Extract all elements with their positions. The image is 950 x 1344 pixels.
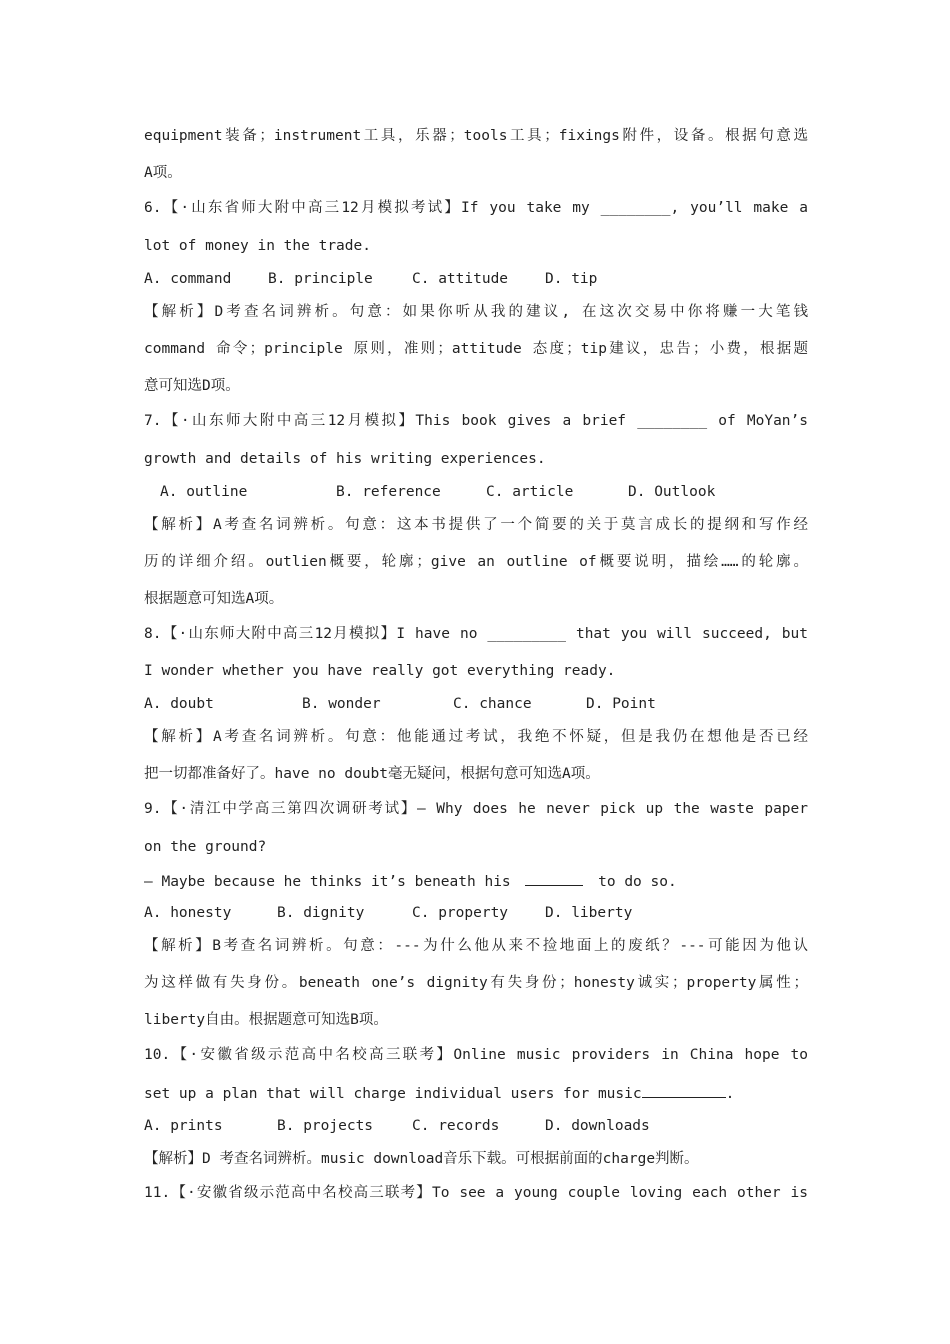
answer-blank <box>525 870 583 886</box>
question-7-stem-cont: growth and details of his writing experiences. <box>144 451 546 467</box>
analysis-6-end: 意可知选D项。 <box>144 378 240 394</box>
option-a: A. honesty <box>144 905 232 921</box>
option-a: A. doubt <box>144 696 214 712</box>
option-a: A. command <box>144 271 232 287</box>
analysis-9-end: liberty自由。根据题意可知选B项。 <box>144 1012 388 1028</box>
option-b: B. dignity <box>277 905 365 921</box>
option-c: C. article <box>486 484 574 500</box>
option-c: C. property <box>412 905 509 921</box>
question-8-stem: 8.【·山东师大附中高三12月模拟】I have no _________ that you will succeed, but <box>144 626 808 642</box>
question-6-stem-cont: lot of money in the trade. <box>144 238 371 254</box>
stem-end: . <box>725 1086 735 1102</box>
analysis-7: 【解析】A考查名词辨析。句意：这本书提供了一个简要的关于莫言成长的提纲和写作经 <box>144 517 808 533</box>
question-9-stem: 9.【·清江中学高三第四次调研考试】— Why does he never pick up the waste paper <box>144 801 808 817</box>
option-c: C. attitude <box>412 271 509 287</box>
answer-blank <box>642 1082 726 1098</box>
option-d: D. liberty <box>545 905 633 921</box>
question-11-stem: 11.【·安徽省级示范高中名校高三联考】To see a young couple loving each other is <box>144 1185 808 1201</box>
option-b: B. wonder <box>302 696 381 712</box>
option-c: C. records <box>412 1118 500 1134</box>
response-end: to do so. <box>598 874 677 890</box>
analysis-7-cont: 历的详细介绍。outlien概要，轮廓；give an outline of概要说明，描绘……的轮廓。 <box>144 554 808 570</box>
option-b: B. reference <box>336 484 441 500</box>
option-d: D. downloads <box>545 1118 650 1134</box>
question-6-stem: 6.【·山东省师大附中高三12月模拟考试】If you take my ________, you’ll make a <box>144 200 808 216</box>
stem-text: set up a plan that will charge individual users for music <box>144 1086 642 1102</box>
question-9-stem-cont: on the ground? <box>144 839 267 855</box>
analysis-10: 【解析】D 考查名词辨析。music download音乐下载。可根据前面的charge判断。 <box>144 1151 699 1167</box>
option-a: A. outline <box>160 484 248 500</box>
analysis-6: 【解析】D考查名词辨析。句意：如果你听从我的建议, 在这次交易中你将赚一大笔钱 <box>144 304 808 320</box>
option-b: B. principle <box>268 271 373 287</box>
question-10-stem: 10.【·安徽省级示范高中名校高三联考】Online music providers in China hope to <box>144 1047 808 1063</box>
text-line: equipment装备；instrument工具，乐器；tools工具；fixings附件，设备。根据句意选 <box>144 128 808 144</box>
option-d: D. Point <box>586 696 656 712</box>
analysis-9: 【解析】B考查名词辨析。句意：---为什么他从来不捡地面上的废纸？---可能因为他认 <box>144 938 808 954</box>
analysis-8: 【解析】A考查名词辨析。句意：他能通过考试，我绝不怀疑，但是我仍在想他是否已经 <box>144 729 808 745</box>
question-8-stem-cont: I wonder whether you have really got everything ready. <box>144 663 616 679</box>
analysis-9-cont: 为这样做有失身份。beneath one’s dignity有失身份；honesty诚实；property属性； <box>144 975 808 991</box>
analysis-7-end: 根据题意可知选A项。 <box>144 591 284 607</box>
option-a: A. prints <box>144 1118 223 1134</box>
question-10-stem-cont <box>144 1082 808 1104</box>
option-d: D. Outlook <box>628 484 716 500</box>
option-b: B. projects <box>277 1118 374 1134</box>
response-text: — Maybe because he thinks it’s beneath his <box>144 874 511 890</box>
question-7-stem: 7.【·山东师大附中高三12月模拟】This book gives a brief ________ of MoYan’s <box>144 413 808 429</box>
analysis-6-cont: command 命令；principle 原则，准则；attitude 态度；tip建议，忠告；小费，根据题 <box>144 341 808 357</box>
analysis-8-cont: 把一切都准备好了。have no doubt毫无疑问，根据句意可知选A项。 <box>144 766 600 782</box>
question-9-response <box>144 870 808 892</box>
option-d: D. tip <box>545 271 598 287</box>
text-line: A项。 <box>144 165 182 181</box>
option-c: C. chance <box>453 696 532 712</box>
